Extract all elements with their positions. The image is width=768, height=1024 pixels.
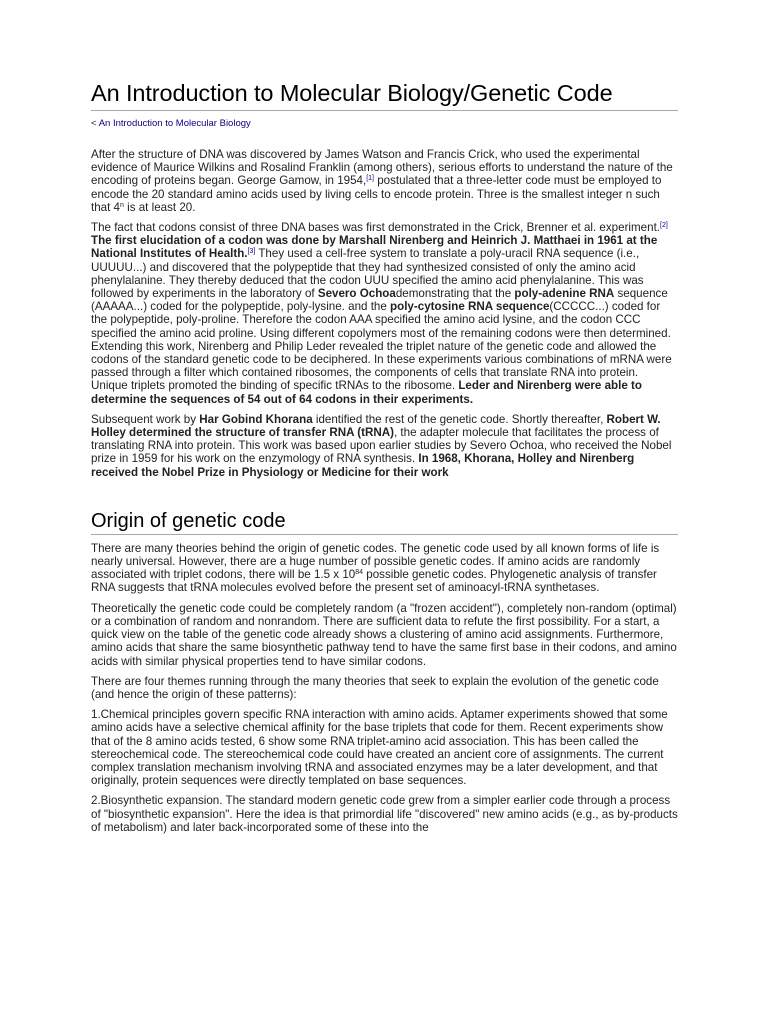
text-run: demonstrating that the [395, 287, 515, 301]
bold-run: poly-cytosine RNA sequence [390, 300, 550, 314]
citation-link-1[interactable]: [1] [366, 175, 375, 183]
bold-run: Robert W. Holley determined the structure of transfer RNA (tRNA) [91, 412, 661, 440]
bold-run: poly-adenine RNA [514, 287, 615, 301]
text-run: (CCCCC...) coded for the polypeptide, poly-proline. Therefore the codon AAA specified the amino acid lysine, and the codon CCC specified the amino acid proline. Using different copolymers most of the remaining codons were then determined. Extending this work, Nirenberg and Philip Leder revealed the triplet nature of the genetic code and allowed the codons of the standard genetic code to be deciphered. In these experiments various combinations of mRNA were passed through a filter which contained ribosomes, the components of cells that translate RNA into protein. Unique triplets promoted the binding of specific tRNAs to the ribosome. [91, 300, 672, 393]
text-run: sequence (AAAAA...) coded for the polypeptide, poly-lysine. and the [91, 287, 668, 314]
origin-paragraph-4: 1.Chemical principles govern specific RNA interaction with amino acids. Aptamer experiments showed that some amino acids have a selective chemical affinity for the base triplets that code for them. Recent experiments show that of the 8 amino acids tested, 6 show some RNA triplet-amino acid association. This has been called the stereochemical code. The stereochemical code could have created an ancient core of assignments. The current complex translation mechanism involving tRNA and associated enzymes may be a later development, and that originally, protein sequences were directly templated on base sequences. [91, 708, 668, 788]
exponent-84: 84 [355, 569, 364, 577]
breadcrumb [91, 118, 678, 130]
citation-1 [366, 175, 374, 182]
citation-link-2[interactable]: [2] [660, 222, 668, 230]
text-run: is at least 20. [123, 200, 196, 214]
bold-run: In 1968, Khorana, Holley and Nirenberg received the Nobel Prize in Physiology or Medicine for their work [91, 452, 635, 479]
origin-paragraph-3: There are four themes running through the many theories that seek to explain the evolution of the genetic code (and hence the origin of these patterns): [91, 674, 659, 701]
intro-paragraph-1 [91, 148, 678, 214]
intro-paragraph-2 [91, 221, 678, 406]
exponent-n: n [120, 201, 124, 209]
intro-paragraph-3 [91, 413, 678, 479]
citation-2 [660, 222, 668, 229]
text-run: After the structure of DNA was discovered by James Watson and Francis Crick, who used the experimental evidence of Maurice Wilkins and Rosalind Franklin (among others), serious efforts to understand the nature of the encoding of proteins began. George Gamow, in 1954, [91, 148, 673, 188]
breadcrumb-link[interactable]: An Introduction to Molecular Biology [98, 118, 251, 129]
text-run: identified the rest of the genetic code. Shortly thereafter, [312, 412, 607, 426]
text-run: They used a cell-free system to translate a poly-uracil RNA sequence (i.e., UUUUU...) and discovered that the polypeptide that they had synthesized consisted of only the amino acid phenylalanine. They thereby deduced that the codon UUU specified the amino acid phenylalanine. This was followed by experiments in the laboratory of [91, 247, 644, 301]
text-run: There are many theories behind the origin of genetic codes. The genetic code used by all known forms of life is nearly universal. However, there are a huge number of possible genetic codes. If amino acids are randomly associated with triplet codons, there will be 1.5 x 10 [91, 541, 660, 582]
bold-run: Severo Ochoa [317, 287, 396, 301]
bold-run: Har Gobind Khorana [199, 412, 313, 426]
breadcrumb-prefix: < [91, 118, 97, 129]
origin-paragraph-1 [91, 542, 678, 595]
origin-paragraph-5: 2.Biosynthetic expansion. The standard modern genetic code grew from a simpler earlier code through a process of "biosynthetic expansion". Here the idea is that primordial life "discovered" new amino acids (e.g., as by-products of metabolism) and later back-incorporated some of these into the [91, 794, 678, 834]
bold-run: The first elucidation of a codon was done by Marshall Nirenberg and Heinrich J. Matthaei in 1961 at the National Institutes of Health. [91, 234, 658, 261]
text-run: The fact that codons consist of three DNA bases was first demonstrated in the Crick, Brenner et al. experiment. [91, 221, 661, 235]
text-run: Subsequent work by [91, 412, 200, 426]
text-run: , the adapter molecule that facilitates the process of translating RNA into protein. This work was based upon earlier studies by Severo Ochoa, who received the Nobel prize in 1959 for his work on the enzymology of RNA synthesis. [91, 426, 672, 466]
section-heading-origin: Origin of genetic code [91, 509, 678, 535]
origin-paragraph-2: Theoretically the genetic code could be completely random (a "frozen accident"), completely non-random (optimal) or a combination of random and nonrandom. There are sufficient data to refute the first possibility. For a start, a quick view on the table of the genetic code already shows a clustering of amino acid assignments. Furthermore, amino acids that share the same biosynthetic pathway tend to have the same first base in their codons, and amino acids with similar physical properties tend to have similar codons. [91, 601, 677, 668]
bold-run: Leder and Nirenberg were able to determine the sequences of 54 out of 64 codons in their experiments. [91, 379, 642, 406]
text-run: possible genetic codes. Phylogenetic analysis of transfer RNA suggests that tRNA molecules evolved before the present set of aminoacyl-tRNA synthetases. [91, 568, 657, 595]
text-run: postulated that a three-letter code must be employed to encode the 20 standard amino acids used by living cells to encode protein. Three is the smallest integer n such that 4 [91, 174, 662, 214]
citation-link-3[interactable]: [3] [247, 248, 256, 256]
page-title: An Introduction to Molecular Biology/Genetic Code [91, 80, 678, 111]
